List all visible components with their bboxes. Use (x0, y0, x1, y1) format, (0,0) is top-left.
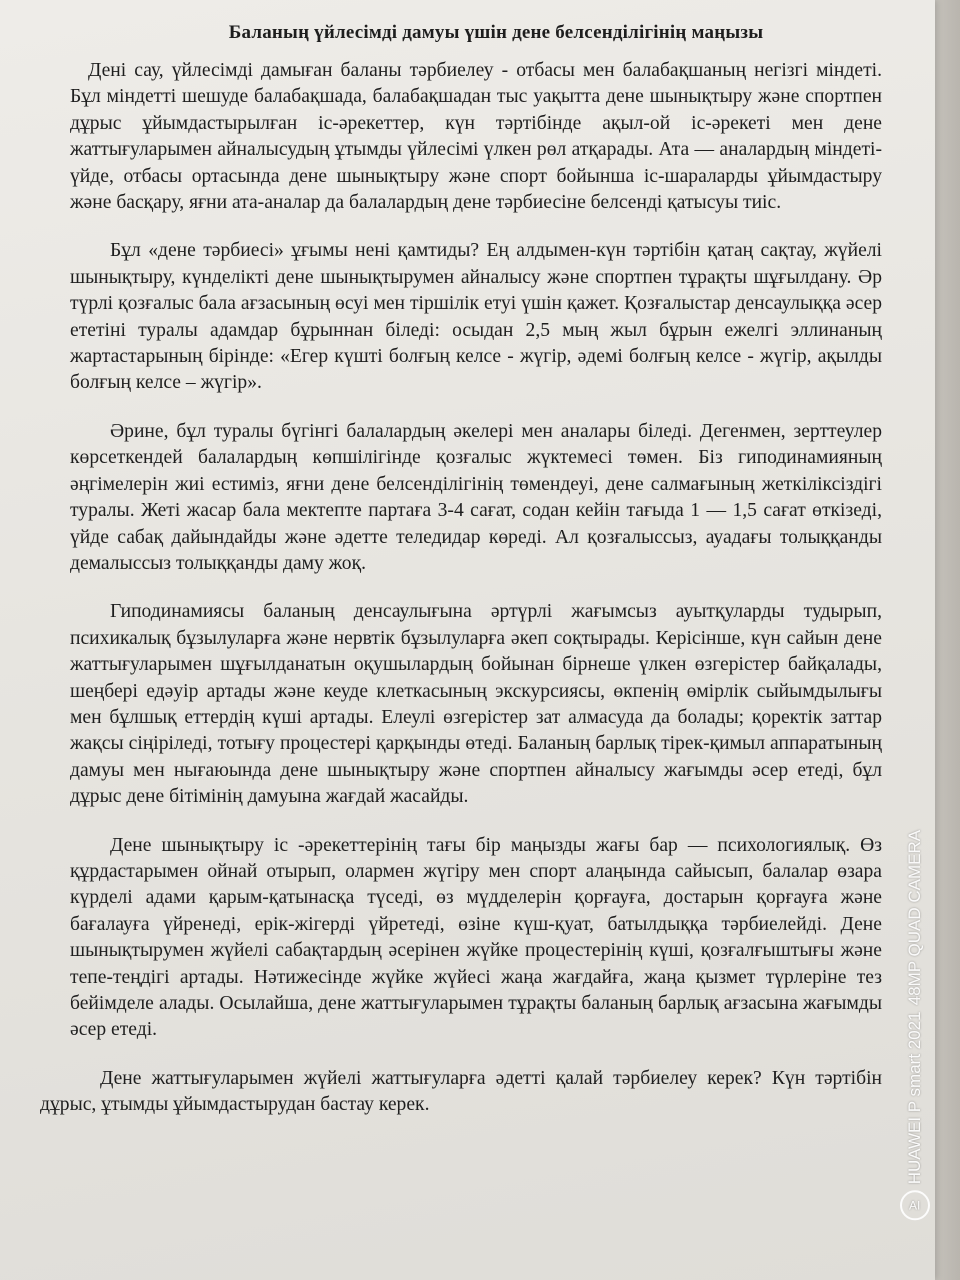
document-body (40, 22, 882, 1141)
camera-watermark (900, 830, 930, 1220)
watermark-camera: 48MP QUAD CAMERA (905, 829, 924, 1006)
ai-badge-icon: AI (900, 1190, 930, 1220)
document-title: Баланың үйлесімді дамуы үшін дене белсенділігінің маңызы (228, 22, 764, 43)
paragraph-3: Әрине, бұл туралы бүгінгі балалардың әкелері мен аналары біледі. Дегенмен, зерттеулер көрсеткендей балалардың көпшілігінде қозғалыс жүктемесі төмен. Біз гиподинамияның әңгімелерін жиі естиміз, яғни дене белсенділігінің төмендеуі, дене салмағының жеткіліксіздігі туралы. Жеті жасар бала мектепте партаға 3-4 сағат, содан кейін тағыда 1 — 1,5 сағат өткізеді, үйде сабақ дайындайды және әдетте теледидар көреді. Ал қозғалыссыз, ауадағы толыққанды демалыссыз толыққанды даму жоқ. (70, 420, 882, 574)
paragraph-6: Дене жаттығуларымен жүйелі жаттығуларға әдетті қалай тәрбиелеу керек? Күн тәртібін дұрыс, ұтымды ұйымдастырудан бастау керек. (40, 1067, 882, 1116)
paragraph-5: Дене шынықтыру іс -әрекеттерінің тағы бір маңызды жағы бар — психологиялық. Өз құрдастарымен ойнай отырып, олармен жүгіру мен спорт алаңында сайысып, балалар өзара күрделі адами қарым-қатынасқа түседі, өз мүдделерін қорғауға, достарын қорғауға және бағалауға үйренеді, ерік-жігерді үйретеді, өзіне күш-қуат, батылдыққа тәрбиелейді. Дене шынықтырумен жүйелі сабақтардың әсерінен жүйке процестерінің күші, қозғалғыштығы және тепе-теңдігі артады. Нәтижесінде жүйке жүйесі жаңа жағдайға, жаңа қызмет түрлеріне тез бейімделе алады. Осылайша, дене жаттығуларымен тұрақты баланың барлық ағзасына жағымды әсер етеді. (70, 834, 882, 1041)
paragraph-1: Дені сау, үйлесімді дамыған баланы тәрбиелеу - отбасы мен балабақшаның негізгі міндеті. Бұл міндетті шешуде балабақшада, балабақшадан тыс уақытта дене шынықтыру және спортпен дұрыс ұйымдастырылған іс-әрекеттер, күн тәртібінде ақыл-ой іс-әрекеті мен дене жаттығуларымен айналысудың ұтымды үйлесімі үлкен рөл атқарады. Ата — аналардың міндеті-үйде, отбасы ортасында дене шынықтыру және спорт бойынша іс-шараларды ұйымдастыру және басқару, яғни ата-аналар да балалардың дене тәрбиесіне белсенді қатысуы тиіс. (70, 60, 882, 214)
watermark-device: HUAWEI P smart 2021 (905, 1011, 924, 1184)
paragraph-2: Бұл «дене тәрбиесі» ұғымы нені қамтиды? Ең алдымен-күн тәртібін қатаң сақтау, жүйелі шынықтыру, күнделікті дене шынықтырумен айналысу және спортпен тұрақты шұғылдану. Әр түрлі қозғалыс бала ағзасының өсуі мен тіршілік етуі үшін қажет. Қозғалыстар денсаулыққа әсер ететіні туралы адамдар бұрыннан біледі: осыдан 2,5 мың жыл бұрын ежелгі эллинаның жартастарының бірінде: «Егер күшті болғың келсе - жүгір, әдемі болғың келсе - жүгір, ақылды болғың келсе – жүгір». (70, 240, 882, 394)
paragraph-4: Гиподинамиясы баланың денсаулығына әртүрлі жағымсыз ауытқуларды тудырып, психикалық бұзылуларға және нервтік бұзылуларға әкеп соқтырады. Керісінше, күн сайын дене жаттығуларымен шұғылданатын оқушылардың бойынан бірнеше үлкен өзгерістер байқалады, шеңбері едәуір артады және кеуде клеткасының экскурсиясы, өкпенің өмірлік сыйымдылығы мен бұлшық еттердің күші артады. Елеулі өзгерістер зат алмасуда да болады; қоректік заттар жақсы сіңіріледі, тотығу процестері қарқынды өтеді. Баланың барлық тірек-қимыл аппаратының дамуы мен нығаюында дене шынықтыру және спортпен айналысу жағымды әсер етеді, бұл дұрыс дене бітімінің дамуына жағдай жасайды. (70, 601, 882, 808)
